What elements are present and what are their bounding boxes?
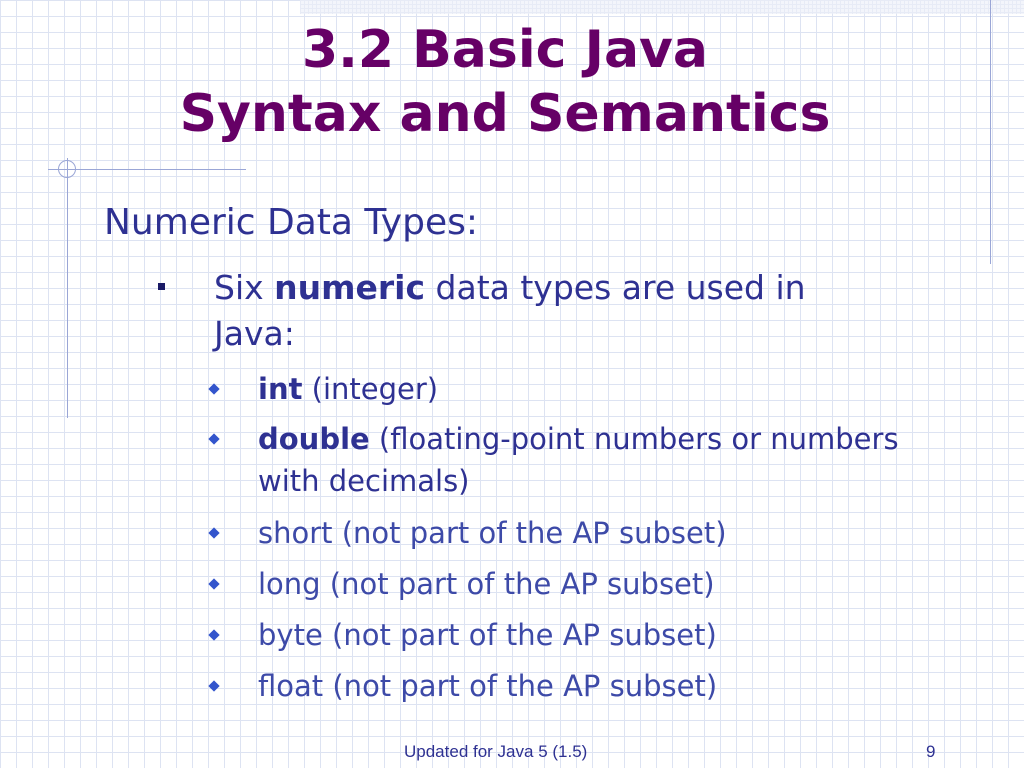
list-item-text <box>258 418 968 502</box>
type-description: (integer) <box>302 372 439 406</box>
diamond-bullet-icon <box>208 383 219 394</box>
decorative-left-vertical-rule <box>67 158 68 418</box>
page-number: 9 <box>926 742 936 761</box>
list-item-text: float (not part of the AP subset) <box>258 669 718 703</box>
diamond-bullet-icon <box>208 680 219 691</box>
list-item-text: long (not part of the AP subset) <box>258 567 715 601</box>
section-heading: Numeric Data Types: <box>104 202 478 243</box>
diamond-bullet-icon <box>208 629 219 640</box>
decorative-horizontal-rule <box>48 169 246 170</box>
slide-footer: Updated for Java 5 (1.5) <box>404 742 588 761</box>
diamond-bullet-icon <box>208 527 219 538</box>
type-keyword: int <box>258 372 303 406</box>
type-keyword: double <box>258 422 370 456</box>
bullet-line-2: Java: <box>214 314 295 353</box>
type-description: (floating-point numbers or numbers <box>369 422 899 456</box>
slide-title <box>0 18 1010 146</box>
list-item-text: byte (not part of the AP subset) <box>258 618 717 652</box>
slide-title-line-1: 3.2 Basic Java <box>301 20 709 80</box>
diamond-bullet-icon <box>208 433 219 444</box>
type-description-line-2: with decimals) <box>258 464 470 498</box>
bullet-emphasis: numeric <box>274 268 426 307</box>
list-item-text: short (not part of the AP subset) <box>258 516 727 550</box>
list-item-text <box>258 368 968 410</box>
bullet-suffix: data types are used in <box>425 268 806 307</box>
square-bullet-icon <box>158 283 165 290</box>
bullet-prefix: Six <box>214 268 275 307</box>
diamond-bullet-icon <box>208 578 219 589</box>
level1-bullet-text <box>214 265 894 357</box>
decorative-top-band <box>300 0 1024 14</box>
decorative-corner-circle-icon <box>58 160 76 178</box>
slide-title-line-2: Syntax and Semantics <box>179 84 831 144</box>
